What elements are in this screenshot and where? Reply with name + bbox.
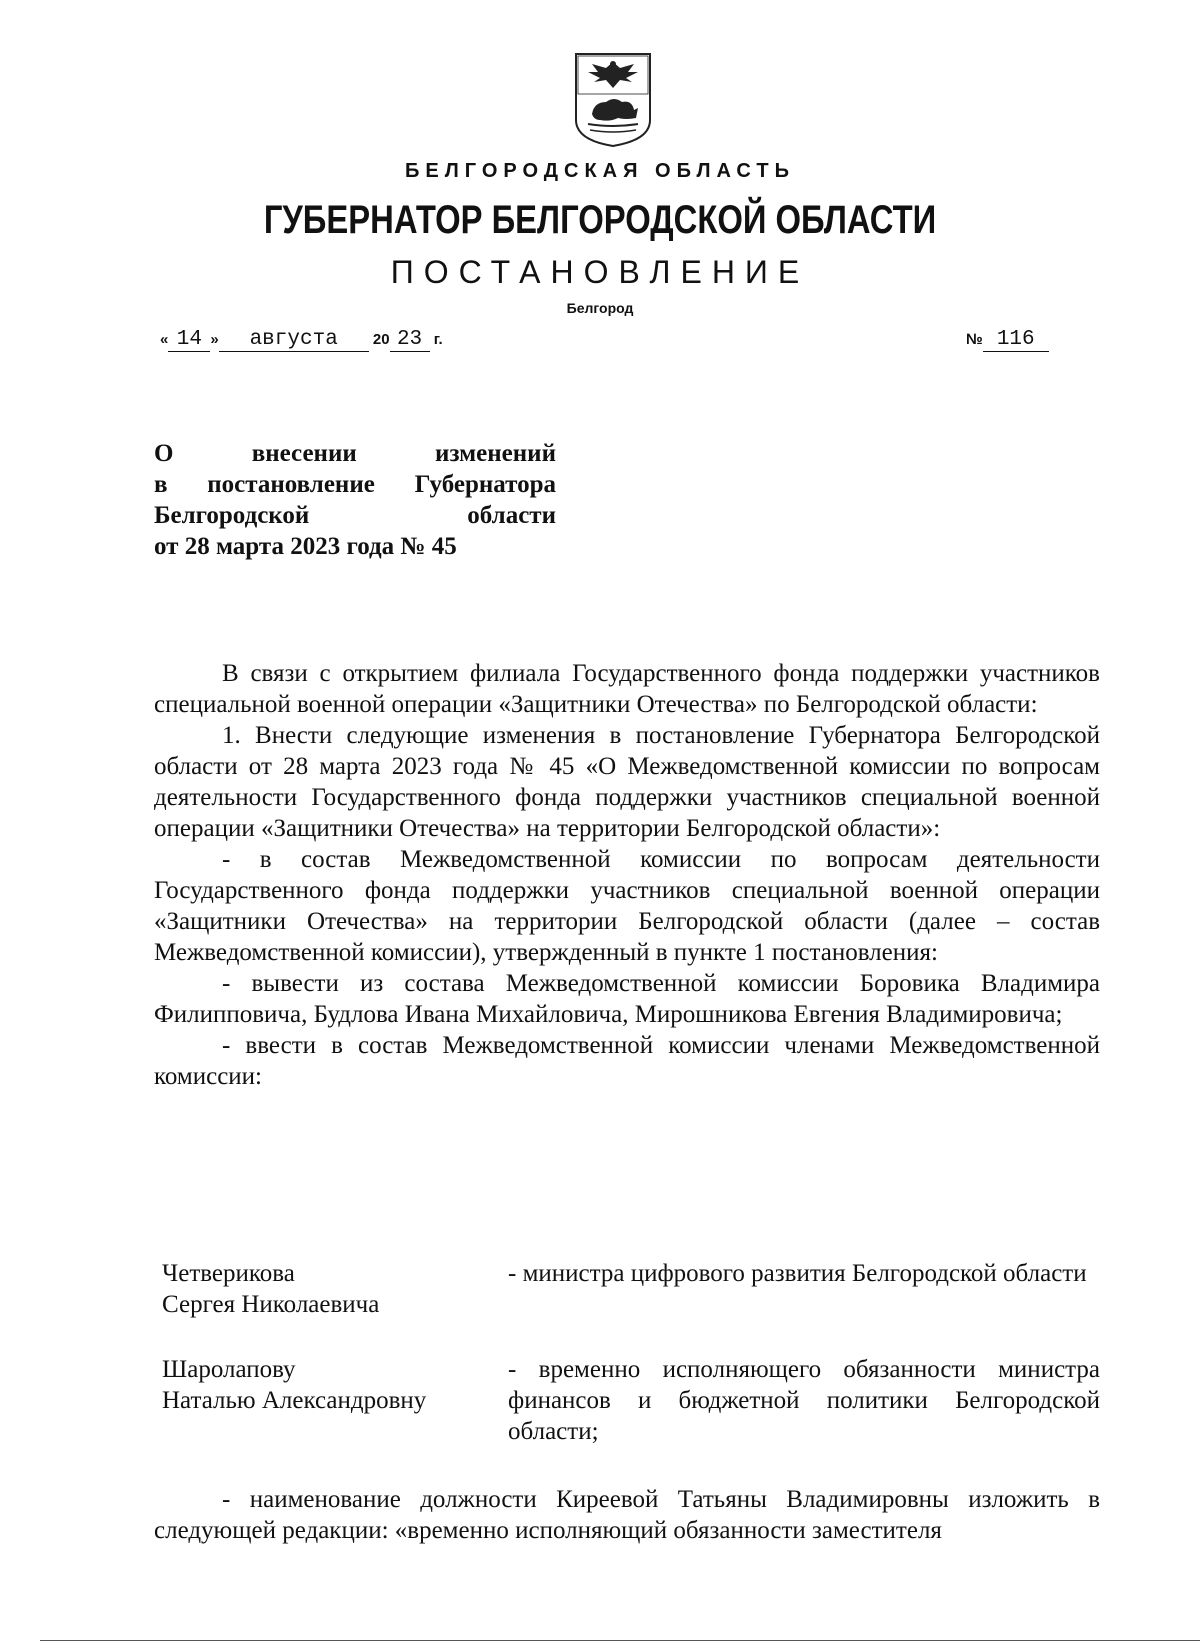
city-label: Белгород — [566, 300, 634, 316]
member-given-names: Сергея Николаевича — [162, 1291, 380, 1318]
member-name — [162, 1258, 492, 1320]
body-paragraph: - наименование должности Киреевой Татьяны Владимировны изложить в следующей редакции: «временно исполняющий обязанности заместителя — [154, 1486, 1100, 1544]
number-label: № — [966, 331, 983, 348]
date-close-quote: » — [210, 331, 219, 348]
body-paragraph: 1. Внести следующие изменения в постановление Губернатора Белгородской области от 28 марта 2023 года № 45 «О Межведомственной комиссии по вопросам деятельности Государственного фонда поддержки участников специальной военной операции «Защитники Отечества» на территории Белгородской области»: — [154, 722, 1100, 842]
coat-of-arms-icon — [570, 48, 656, 148]
body-paragraph: - ввести в состав Межведомственной комиссии членами Межведомственной комиссии: — [154, 1032, 1100, 1090]
date-month: августа — [219, 328, 369, 352]
page-bottom-divider — [40, 1640, 1200, 1641]
member-role: - министра цифрового развития Белгородской области — [508, 1260, 1087, 1287]
date-year-mark: г. — [433, 331, 443, 348]
date-year-prefix: 20 — [372, 331, 390, 348]
member-given-names: Наталью Александровну — [162, 1387, 427, 1414]
date-line — [160, 328, 443, 352]
member-name — [162, 1354, 492, 1416]
body-paragraph: - вывести из состава Межведомственной комиссии Боровика Владимира Филипповича, Будлова Ивана Михайловича, Мирошникова Евгения Владимировича; — [154, 970, 1100, 1028]
subject-line: О внесении изменений — [154, 440, 556, 467]
subject-line: в постановление Губернатора — [154, 471, 556, 498]
document-tail — [154, 1484, 1100, 1546]
authority-heading: ГУБЕРНАТОР БЕЛГОРОДСКОЙ ОБЛАСТИ — [263, 198, 937, 242]
document-number: 116 — [983, 328, 1049, 352]
body-paragraph: В связи с открытием филиала Государственного фонда поддержки участников специальной военной операции «Защитники Отечества» по Белгородской области: — [154, 660, 1100, 718]
document-type-heading: ПОСТАНОВЛЕНИЕ — [390, 254, 810, 290]
member-surname: Четверикова — [162, 1260, 295, 1287]
date-open-quote: « — [160, 331, 169, 348]
date-year-suffix: 23 — [390, 328, 430, 352]
document-subject — [154, 438, 556, 562]
member-surname: Шаролапову — [162, 1356, 296, 1383]
body-paragraph: - в состав Межведомственной комиссии по вопросам деятельности Государственного фонда поддержки участников специальной военной операции «Защитники Отечества» на территории Белгородской области (далее – состав Межведомственной комиссии), утвержденный в пункте 1 постановления: — [154, 846, 1100, 966]
subject-line: Белгородской области — [154, 502, 556, 529]
subject-line: от 28 марта 2023 года № 45 — [154, 533, 457, 560]
date-day: 14 — [168, 328, 210, 352]
document-body — [154, 658, 1100, 1092]
document-number-line — [966, 328, 1049, 352]
member-role: - временно исполняющего обязанности министра финансов и бюджетной политики Белгородской области; — [508, 1356, 1100, 1445]
region-heading: БЕЛГОРОДСКАЯ ОБЛАСТЬ — [405, 160, 795, 182]
